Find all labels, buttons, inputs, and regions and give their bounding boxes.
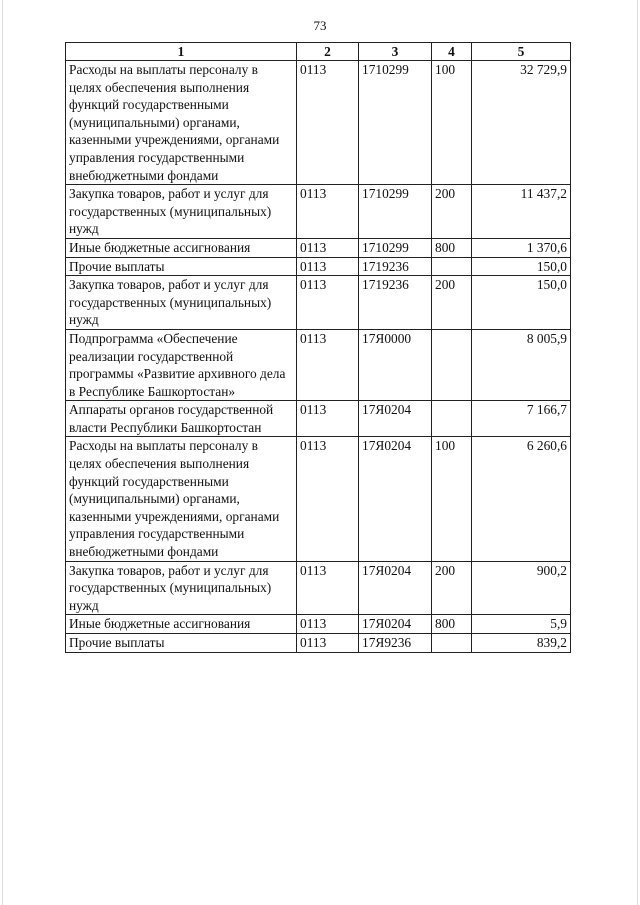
column-header-5: 5 (472, 43, 571, 61)
row-type-cell (432, 329, 472, 400)
page-number: 73 (313, 18, 327, 33)
row-amount-cell: 150,0 (472, 257, 571, 276)
row-name-cell: Аппараты органов государственной власти Республики Башкортостан (66, 401, 297, 437)
row-type-cell: 200 (432, 185, 472, 239)
row-type-cell: 800 (432, 238, 472, 257)
table-row (66, 276, 571, 330)
table-body (66, 61, 571, 653)
table-row (66, 437, 571, 561)
row-target-cell: 1710299 (359, 238, 432, 257)
row-type-cell (432, 634, 472, 653)
row-target-cell: 17Я9236 (359, 634, 432, 653)
row-name-cell: Расходы на выплаты персоналу в целях обеспечения выполнения функций государственными (муниципальными) органами, казенными учреждениями, органами управления государственными внебюджетными фондами (66, 61, 297, 185)
column-header-1: 1 (66, 43, 297, 61)
table-row (66, 185, 571, 239)
row-target-cell: 1719236 (359, 276, 432, 330)
table-row (66, 634, 571, 653)
table-header (66, 43, 571, 61)
row-name-cell: Прочие выплаты (66, 257, 297, 276)
row-amount-cell: 839,2 (472, 634, 571, 653)
scan-edge-right (637, 0, 638, 905)
row-amount-cell: 7 166,7 (472, 401, 571, 437)
row-name-cell: Закупка товаров, работ и услуг для государственных (муниципальных) нужд (66, 185, 297, 239)
row-name-cell: Закупка товаров, работ и услуг для государственных (муниципальных) нужд (66, 276, 297, 330)
table-row (66, 257, 571, 276)
row-target-cell: 17Я0204 (359, 401, 432, 437)
header-row (66, 43, 571, 61)
column-header-2: 2 (297, 43, 359, 61)
table-row (66, 615, 571, 634)
table-row (66, 561, 571, 615)
row-section-cell: 0113 (297, 401, 359, 437)
row-section-cell: 0113 (297, 238, 359, 257)
row-amount-cell: 32 729,9 (472, 61, 571, 185)
row-type-cell (432, 401, 472, 437)
row-target-cell: 17Я0000 (359, 329, 432, 400)
row-amount-cell: 150,0 (472, 276, 571, 330)
table-row (66, 329, 571, 400)
row-name-cell: Подпрограмма «Обеспечение реализации государственной программы «Развитие архивного дела в Республике Башкортостан» (66, 329, 297, 400)
row-name-cell: Расходы на выплаты персоналу в целях обеспечения выполнения функций государственными (муниципальными) органами, казенными учреждениями, органами управления государственными внебюджетными фондами (66, 437, 297, 561)
row-type-cell: 200 (432, 561, 472, 615)
row-section-cell: 0113 (297, 634, 359, 653)
row-name-cell: Иные бюджетные ассигнования (66, 615, 297, 634)
column-header-3: 3 (359, 43, 432, 61)
row-section-cell: 0113 (297, 437, 359, 561)
row-name-cell: Иные бюджетные ассигнования (66, 238, 297, 257)
row-type-cell: 800 (432, 615, 472, 634)
row-target-cell: 1710299 (359, 185, 432, 239)
row-amount-cell: 5,9 (472, 615, 571, 634)
row-target-cell: 1719236 (359, 257, 432, 276)
row-section-cell: 0113 (297, 185, 359, 239)
row-amount-cell: 1 370,6 (472, 238, 571, 257)
row-type-cell (432, 257, 472, 276)
row-type-cell: 200 (432, 276, 472, 330)
row-section-cell: 0113 (297, 61, 359, 185)
table-row (66, 238, 571, 257)
row-section-cell: 0113 (297, 276, 359, 330)
row-target-cell: 17Я0204 (359, 437, 432, 561)
row-amount-cell: 11 437,2 (472, 185, 571, 239)
table-row (66, 61, 571, 185)
row-name-cell: Закупка товаров, работ и услуг для государственных (муниципальных) нужд (66, 561, 297, 615)
table-row (66, 401, 571, 437)
row-section-cell: 0113 (297, 561, 359, 615)
column-header-4: 4 (432, 43, 472, 61)
row-target-cell: 17Я0204 (359, 615, 432, 634)
row-type-cell: 100 (432, 437, 472, 561)
row-type-cell: 100 (432, 61, 472, 185)
row-section-cell: 0113 (297, 615, 359, 634)
row-target-cell: 17Я0204 (359, 561, 432, 615)
row-name-cell: Прочие выплаты (66, 634, 297, 653)
budget-table (65, 42, 571, 653)
scan-edge-left (2, 0, 3, 905)
row-amount-cell: 6 260,6 (472, 437, 571, 561)
row-section-cell: 0113 (297, 329, 359, 400)
row-amount-cell: 900,2 (472, 561, 571, 615)
row-target-cell: 1710299 (359, 61, 432, 185)
row-section-cell: 0113 (297, 257, 359, 276)
row-amount-cell: 8 005,9 (472, 329, 571, 400)
